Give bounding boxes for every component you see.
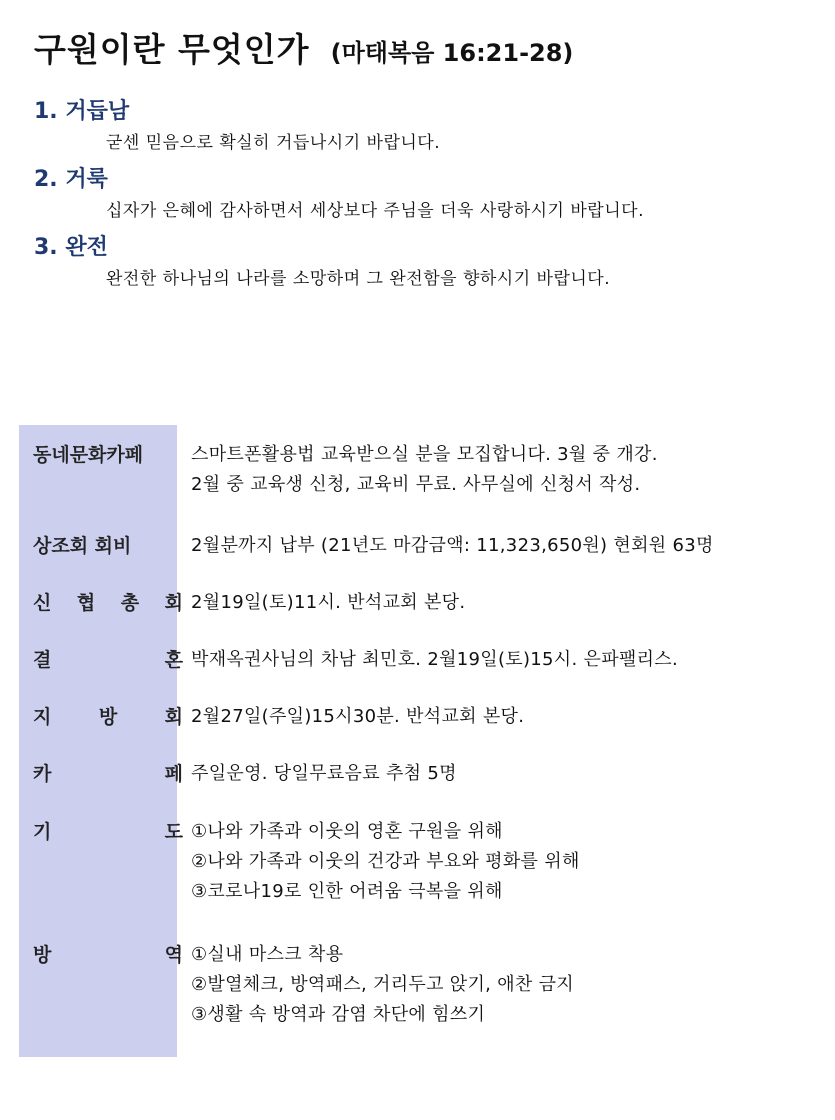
announcement-line: ③생활 속 방역과 감염 차단에 힘쓰기 <box>191 1004 486 1025</box>
announcement-label <box>33 645 183 675</box>
label-char: 협 <box>76 592 96 614</box>
sermon-points <box>34 96 644 300</box>
announcement-line: ①실내 마스크 착용 <box>191 944 344 965</box>
announcement-content <box>191 759 811 789</box>
announcement-content <box>191 817 811 907</box>
label-char: 혼 <box>164 649 183 671</box>
announcement-label <box>33 940 183 970</box>
label-char: 회 <box>164 592 183 614</box>
label-char: 지 <box>33 706 52 728</box>
announcement-line: ②나와 가족과 이웃의 건강과 부요와 평화를 위해 <box>191 851 580 872</box>
announcement-label <box>33 702 183 732</box>
point-heading: 1. 거듭남 <box>34 99 130 124</box>
label-char: 결 <box>33 649 52 671</box>
label-char: 역 <box>164 944 183 966</box>
announcement-content <box>191 702 811 732</box>
announcement-label <box>33 759 183 789</box>
announcement-line: 2월19일(토)11시. 반석교회 본당. <box>191 592 466 613</box>
announcement-line: 2월분까지 납부 (21년도 마감금액: 11,323,650원) 현회원 63명 <box>191 535 714 556</box>
announcement-line: ②발열체크, 방역패스, 거리두고 앉기, 애찬 금지 <box>191 974 574 995</box>
point-text: 완전한 하나님의 나라를 소망하며 그 완전함을 향하시기 바랍니다. <box>106 269 611 289</box>
announcement-line: 박재옥권사님의 차남 최민호. 2월19일(토)15시. 은파팰리스. <box>191 649 679 670</box>
announcement-label: 동네문화카페 <box>33 444 144 466</box>
announcement-line: 스마트폰활용법 교육받으실 분을 모집합니다. 3월 중 개강. <box>191 444 658 465</box>
announcement-line: 2월 중 교육생 신청, 교육비 무료. 사무실에 신청서 작성. <box>191 474 641 495</box>
announcement-content <box>191 645 811 675</box>
sermon-title: 구원이란 무엇인가 <box>34 30 310 69</box>
sermon-point <box>34 164 644 226</box>
label-char: 방 <box>33 944 52 966</box>
announcement-content <box>191 531 811 561</box>
label-char: 신 <box>33 592 52 614</box>
label-char: 페 <box>164 763 183 785</box>
sermon-point <box>34 96 644 158</box>
label-char: 총 <box>120 592 140 614</box>
announcement-content <box>191 588 811 618</box>
page-title <box>34 24 573 71</box>
announcement-label: 상조회 회비 <box>33 535 132 557</box>
label-char: 기 <box>33 821 52 843</box>
label-char: 카 <box>33 763 52 785</box>
label-char: 방 <box>98 706 118 728</box>
announcement-line: 2월27일(주일)15시30분. 반석교회 본당. <box>191 706 525 727</box>
label-char: 회 <box>164 706 183 728</box>
point-text: 굳센 믿음으로 확실히 거듭나시기 바랍니다. <box>106 133 441 153</box>
announcement-line: ③코로나19로 인한 어려움 극복을 위해 <box>191 881 503 902</box>
announcement-content <box>191 440 811 500</box>
announcement-label <box>33 817 183 847</box>
point-heading: 2. 거룩 <box>34 167 108 192</box>
scripture-reference: (마태복음 16:21-28) <box>330 39 574 67</box>
sermon-point <box>34 232 644 294</box>
announcement-content <box>191 940 811 1030</box>
announcement-label <box>33 588 183 618</box>
point-text: 십자가 은혜에 감사하면서 세상보다 주님을 더욱 사랑하시기 바랍니다. <box>106 201 644 221</box>
point-heading: 3. 완전 <box>34 235 108 260</box>
announcement-line: ①나와 가족과 이웃의 영혼 구원을 위해 <box>191 821 503 842</box>
label-char: 도 <box>164 821 183 843</box>
announcement-line: 주일운영. 당일무료음료 추첨 5명 <box>191 763 457 784</box>
